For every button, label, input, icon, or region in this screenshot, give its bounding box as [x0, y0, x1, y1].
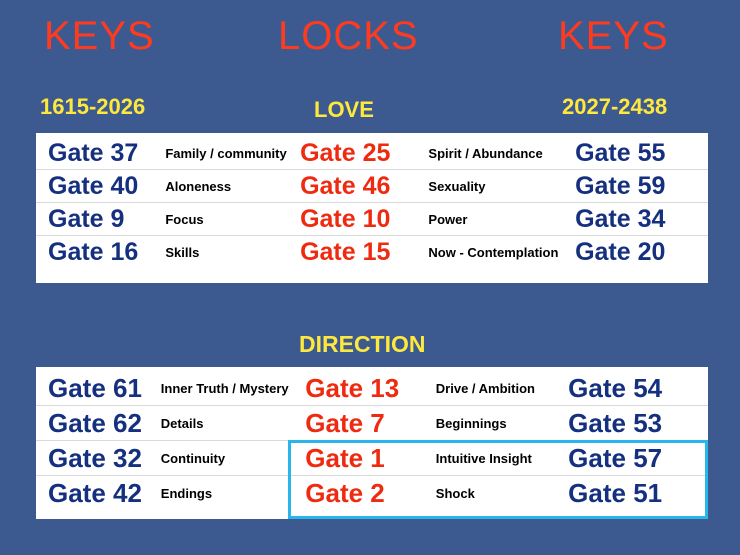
right-gate: Gate 59	[575, 172, 666, 200]
middle-description: Drive / Ambition	[435, 381, 535, 396]
right-gate: Gate 54	[568, 373, 663, 403]
middle-description: Sexuality	[428, 179, 486, 194]
middle-gate: Gate 1	[305, 443, 385, 473]
left-description: Details	[160, 416, 204, 431]
left-description: Focus	[165, 212, 204, 227]
middle-gate: Gate 10	[300, 205, 391, 233]
table-row	[36, 170, 708, 203]
middle-description: Spirit / Abundance	[428, 146, 543, 161]
middle-gate: Gate 46	[300, 172, 391, 200]
left-description: Inner Truth / Mystery	[160, 381, 289, 396]
year-range-left: 1615-2026	[40, 94, 146, 119]
right-gate: Gate 34	[575, 205, 666, 233]
left-description: Skills	[165, 245, 200, 260]
right-gate: Gate 55	[575, 139, 666, 167]
table-row	[36, 371, 708, 406]
table-row	[36, 137, 708, 170]
middle-description: Now - Contemplation	[428, 245, 559, 260]
left-gate: Gate 16	[48, 238, 139, 266]
year-range-right: 2027-2438	[562, 94, 668, 119]
left-gate: Gate 62	[48, 408, 142, 438]
right-gate: Gate 57	[568, 443, 663, 473]
table-row	[36, 203, 708, 236]
middle-gate: Gate 7	[305, 408, 385, 438]
left-gate: Gate 61	[48, 373, 142, 403]
middle-description: Beginnings	[435, 416, 507, 431]
left-gate: Gate 37	[48, 139, 139, 167]
table-row	[36, 236, 708, 269]
middle-description: Shock	[435, 486, 475, 501]
middle-description: Power	[428, 212, 468, 227]
middle-gate: Gate 2	[305, 478, 385, 508]
right-gate: Gate 51	[568, 478, 663, 508]
section-title-love: LOVE	[314, 97, 374, 122]
header-keys-left: KEYS	[44, 14, 155, 58]
top-header-row	[0, 14, 740, 70]
right-gate: Gate 53	[568, 408, 663, 438]
middle-gate: Gate 25	[300, 139, 391, 167]
direction-table	[36, 367, 708, 519]
left-description: Endings	[160, 486, 213, 501]
left-description: Continuity	[160, 451, 226, 466]
middle-description: Intuitive Insight	[435, 451, 532, 466]
header-keys-right: KEYS	[558, 14, 669, 58]
left-description: Family / community	[165, 146, 287, 161]
left-gate: Gate 32	[48, 443, 142, 473]
left-description: Aloneness	[165, 179, 232, 194]
love-table	[36, 133, 708, 283]
left-gate: Gate 9	[48, 205, 125, 233]
table-row	[36, 476, 708, 511]
table-row	[36, 406, 708, 441]
left-gate: Gate 40	[48, 172, 139, 200]
header-locks: LOCKS	[278, 14, 419, 58]
right-gate: Gate 20	[575, 238, 666, 266]
middle-gate: Gate 15	[300, 238, 391, 266]
table-row	[36, 441, 708, 476]
left-gate: Gate 42	[48, 478, 142, 508]
middle-gate: Gate 13	[305, 373, 400, 403]
section-title-direction: DIRECTION	[299, 331, 426, 357]
